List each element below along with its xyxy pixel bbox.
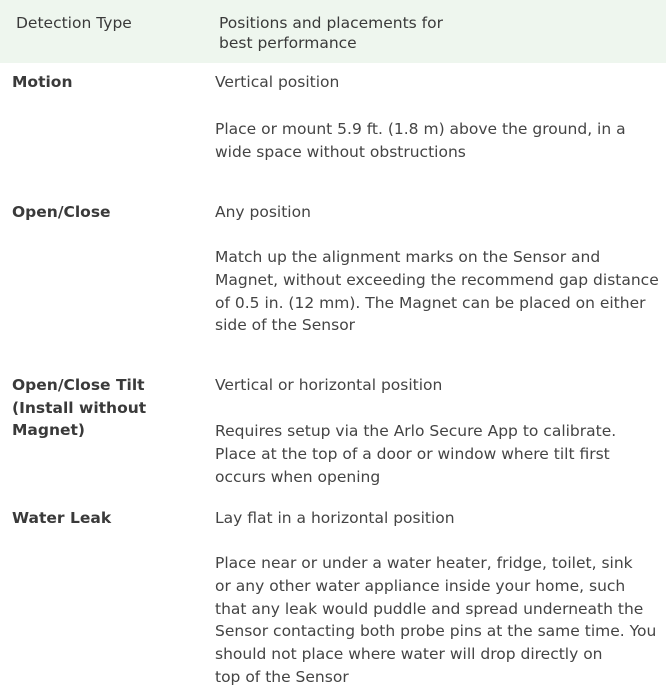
row-tilt-description: Requires setup via the Arlo Secure App to calibrate. Place at the top of a door or window where tilt first occurs when opening (215, 422, 617, 486)
table-header (0, 0, 666, 63)
row-waterleak-description: Place near or under a water heater, fridge, toilet, sink or any other water appliance inside your home, such that any leak would puddle and spread underneath the Sensor contacting both probe pins at the same time. You should not place where water will drop directly on top of the Sensor (215, 554, 657, 686)
header-detection-type: Detection Type (16, 14, 132, 32)
header-positions: Positions and placements for best performance (219, 14, 443, 52)
row-openclose-type: Open/Close (12, 203, 111, 221)
row-openclose-position: Any position (215, 203, 311, 221)
row-waterleak-type: Water Leak (12, 509, 112, 527)
row-motion-description: Place or mount 5.9 ft. (1.8 m) above the ground, in a wide space without obstructions (215, 120, 626, 161)
row-motion-position: Vertical position (215, 73, 340, 91)
row-motion-type: Motion (12, 73, 73, 91)
row-openclose-description: Match up the alignment marks on the Sensor and Magnet, without exceeding the recommend gap distance of 0.5 in. (12 mm). The Magnet can be placed on either side of the Sensor (215, 248, 659, 335)
row-tilt-position: Vertical or horizontal position (215, 376, 443, 394)
row-tilt-type: Open/Close Tilt (Install without Magnet) (12, 376, 147, 439)
row-waterleak-position: Lay flat in a horizontal position (215, 509, 455, 527)
